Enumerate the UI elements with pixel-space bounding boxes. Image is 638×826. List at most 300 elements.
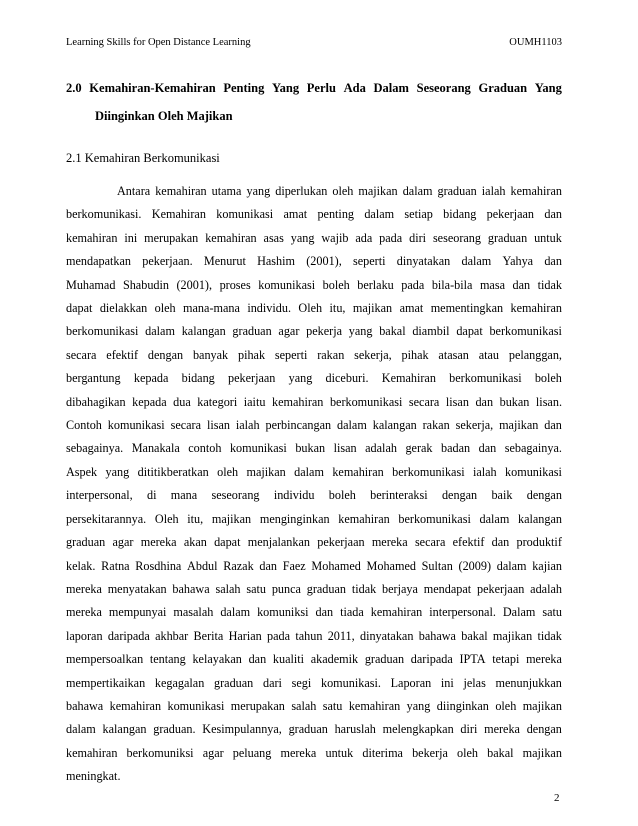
- word: dalam: [66, 722, 96, 737]
- word: dalam: [337, 418, 367, 433]
- word: komunikasi: [107, 418, 165, 433]
- word: dan: [475, 394, 494, 409]
- word: ini: [124, 230, 138, 245]
- word: ialah: [481, 184, 506, 198]
- page-number: 2: [554, 792, 560, 804]
- word: setiap: [404, 207, 433, 222]
- paragraph-line: [66, 648, 562, 671]
- word: Oleh: [298, 301, 323, 316]
- word: persekitarannya.: [66, 511, 147, 526]
- word: daripada: [107, 628, 150, 643]
- word: bergantung: [66, 371, 121, 386]
- word: berjaya: [382, 581, 418, 596]
- word: berkomunikasi: [329, 394, 403, 409]
- word: melengkapkan: [382, 722, 454, 737]
- word: Rosdhina: [135, 558, 182, 573]
- word: boleh: [328, 488, 356, 503]
- word: dan: [491, 535, 510, 550]
- word: dinyatakan: [396, 254, 451, 269]
- word: jelas: [463, 675, 486, 690]
- heading-word: Yang: [534, 81, 562, 95]
- word: sebagainya.: [66, 441, 124, 456]
- word: berkomunikasi: [489, 324, 562, 339]
- section-heading-line-2: Diinginkan Oleh Majikan: [95, 109, 233, 123]
- word: segi: [291, 675, 312, 690]
- word: Razak: [223, 558, 254, 573]
- word: (2009): [458, 558, 492, 573]
- word: dibahagikan: [66, 394, 126, 409]
- word: pekerjaan.: [142, 254, 193, 269]
- word: rakan: [317, 347, 345, 362]
- word: mempunyai: [108, 605, 167, 620]
- word: akan: [183, 535, 207, 550]
- word: majikan: [522, 745, 562, 760]
- word: bila-bila: [431, 277, 473, 292]
- word: ada: [355, 230, 373, 245]
- word: individu.: [247, 301, 291, 316]
- word: tentang: [149, 652, 186, 667]
- word: mereka: [526, 652, 562, 667]
- word: secara: [414, 535, 446, 550]
- paragraph-line: [66, 227, 562, 250]
- word: mereka: [66, 581, 102, 596]
- word: komuniksi: [257, 605, 309, 620]
- word: Kemahiran: [151, 207, 206, 222]
- word: dengan: [526, 722, 562, 737]
- word: graduan: [288, 722, 328, 737]
- word: yang: [105, 464, 130, 479]
- word: komunikasi: [258, 277, 316, 292]
- word: lisan.: [535, 394, 562, 409]
- word: diinginkan: [436, 698, 489, 713]
- word: menunjukkan: [495, 675, 562, 690]
- word: menjalankan: [247, 535, 310, 550]
- word: kemahiran: [370, 605, 423, 620]
- word: Kemahiran: [381, 371, 436, 386]
- word: peluang: [232, 745, 272, 760]
- word: diri: [460, 722, 478, 737]
- word: yang: [406, 698, 431, 713]
- word: Oleh: [154, 511, 179, 526]
- word: banyak: [192, 347, 229, 362]
- word: Harian: [228, 628, 262, 643]
- word: graduan: [306, 581, 347, 596]
- word: pekerjaan: [228, 371, 276, 386]
- header-course-title: Learning Skills for Open Distance Learning: [66, 37, 251, 48]
- word: asas: [263, 230, 284, 245]
- word: pada: [379, 230, 403, 245]
- word: Shabudin: [122, 277, 169, 292]
- word: interpersonal,: [66, 488, 133, 503]
- word: dengan: [526, 488, 562, 503]
- word: majikan: [352, 301, 393, 316]
- word: dalam: [402, 184, 433, 198]
- paragraph-line: [66, 742, 562, 765]
- word: Aspek: [66, 464, 98, 479]
- word: berkomunikasi: [398, 511, 471, 526]
- word: secara: [66, 347, 97, 362]
- word: berinteraksi: [370, 488, 428, 503]
- word: Muhamad: [66, 277, 116, 292]
- word: tidak: [351, 581, 377, 596]
- word: oleh: [332, 184, 354, 198]
- word: 2011,: [327, 628, 355, 643]
- word: majikan: [246, 464, 286, 479]
- word: Abdul: [187, 558, 218, 573]
- word: majikan: [492, 628, 533, 643]
- word: dalam: [461, 254, 492, 269]
- word: efektif: [452, 535, 485, 550]
- word: masalah: [173, 605, 214, 620]
- word: laporan: [66, 628, 103, 643]
- word: baik: [491, 488, 513, 503]
- word: yang: [246, 184, 271, 198]
- word: dapat: [214, 535, 241, 550]
- word: tidak: [537, 277, 562, 292]
- word: oleh: [495, 698, 517, 713]
- word: lisan: [206, 418, 230, 433]
- word: boleh: [534, 371, 562, 386]
- paragraph-line: [66, 203, 562, 226]
- word: mereka: [280, 745, 317, 760]
- word: oleh: [217, 464, 239, 479]
- word: (2001),: [306, 254, 342, 269]
- word: bukan: [295, 441, 326, 456]
- section-heading-line-1: [66, 74, 562, 102]
- word: agar: [202, 745, 224, 760]
- word: pada: [267, 628, 291, 643]
- word: pihak: [401, 347, 429, 362]
- word: kemahiran: [66, 230, 118, 245]
- word: salah: [215, 581, 241, 596]
- paragraph-line: [66, 414, 562, 437]
- word: atasan: [438, 347, 469, 362]
- word: di: [146, 488, 157, 503]
- word: Sultan: [421, 558, 453, 573]
- word: dititikberatkan: [137, 464, 209, 479]
- word: badan: [441, 441, 471, 456]
- word: menginginkan: [259, 511, 330, 526]
- word: kemahiran: [510, 184, 562, 198]
- word: pekerjaan: [317, 535, 365, 550]
- word: graduan: [66, 535, 106, 550]
- word: wajib: [321, 230, 349, 245]
- word: dan: [544, 418, 562, 433]
- subsection-heading: 2.1 Kemahiran Berkomunikasi: [66, 151, 220, 165]
- paragraph-line: [66, 484, 562, 507]
- word: dapat: [66, 301, 93, 316]
- word: dinyatakan: [359, 628, 414, 643]
- word: untuk: [534, 230, 562, 245]
- word: komunikasi: [167, 698, 225, 713]
- word: ialah: [472, 464, 497, 479]
- word: dalam: [496, 558, 527, 573]
- heading-word: Seseorang: [416, 81, 471, 95]
- word: mereka: [371, 535, 408, 550]
- word: dan: [248, 652, 267, 667]
- word: amat: [399, 301, 424, 316]
- word: berkomunikasi.: [66, 207, 142, 222]
- word: tahun: [295, 628, 323, 643]
- word: dengan: [441, 488, 478, 503]
- word: contoh: [188, 441, 222, 456]
- word: bukan: [499, 394, 530, 409]
- word: seseorang: [432, 230, 481, 245]
- word: haruslah: [334, 722, 376, 737]
- heading-word: Dalam: [373, 81, 409, 95]
- paragraph-line: [66, 555, 562, 578]
- paragraph-line: [66, 297, 562, 320]
- paragraph-line: [66, 391, 562, 414]
- word: pekerja: [306, 324, 343, 339]
- word: kalangan: [181, 324, 226, 339]
- word: adalah: [530, 581, 562, 596]
- paragraph-line: [66, 180, 562, 203]
- word: dalam: [479, 511, 510, 526]
- word: efektif: [106, 347, 139, 362]
- word: salah: [291, 698, 317, 713]
- word: kemahiran: [510, 301, 562, 316]
- word: pada: [401, 277, 425, 292]
- heading-word: 2.0: [66, 81, 82, 95]
- running-header: [66, 36, 562, 50]
- word: graduan: [214, 675, 254, 690]
- word: dengan: [147, 347, 184, 362]
- word: ini: [440, 675, 454, 690]
- section-heading: [66, 74, 562, 130]
- word: graduan: [437, 184, 477, 198]
- word: kategori: [197, 394, 238, 409]
- word: pelanggan,: [508, 347, 562, 362]
- word: kemahiran: [332, 464, 384, 479]
- word: kemahiran: [271, 394, 324, 409]
- word: bidang: [181, 371, 215, 386]
- word: Mohamed: [311, 558, 361, 573]
- word: dari: [262, 675, 282, 690]
- word: graduan: [487, 230, 528, 245]
- word: perbincangan: [265, 418, 332, 433]
- word: dua: [173, 394, 191, 409]
- word: individu: [273, 488, 315, 503]
- word: dan: [259, 558, 277, 573]
- word: majikan: [522, 698, 562, 713]
- word: yang: [348, 324, 373, 339]
- word: bahawa: [418, 628, 456, 643]
- paragraph-line: [66, 672, 562, 695]
- word: merupakan: [230, 698, 285, 713]
- word: itu,: [329, 301, 346, 316]
- word: akademik: [310, 652, 359, 667]
- paragraph-line: [66, 578, 562, 601]
- word: adalah: [365, 441, 397, 456]
- word: komunikasi: [229, 441, 287, 456]
- paragraph-line: [66, 718, 562, 741]
- word: Faez: [282, 558, 306, 573]
- paragraph-line: [66, 344, 562, 367]
- word: kalangan: [517, 511, 562, 526]
- word: majikan: [211, 511, 252, 526]
- word: Dalam: [502, 605, 536, 620]
- word: agar: [112, 535, 134, 550]
- word: agar: [278, 324, 300, 339]
- heading-word: Yang: [272, 81, 300, 95]
- word: berkomuniksi: [126, 745, 194, 760]
- header-course-code: OUMH1103: [509, 37, 562, 48]
- word: sekerja,: [354, 347, 392, 362]
- word: Yahya: [502, 254, 534, 269]
- word: pekerjaan: [476, 581, 525, 596]
- word: mana-mana: [183, 301, 240, 316]
- word: sekerja,: [455, 418, 494, 433]
- word: diri: [409, 230, 427, 245]
- word: yang: [290, 230, 315, 245]
- word: kelak.: [66, 558, 96, 573]
- word: komunikasi: [505, 464, 562, 479]
- word: kemahiran: [205, 230, 257, 245]
- paragraph-line: [66, 274, 562, 297]
- word: bakal: [487, 745, 514, 760]
- word: berkomunikasi: [449, 371, 522, 386]
- word: Antara: [117, 184, 151, 198]
- word: gerak: [405, 441, 433, 456]
- word: mendapat: [423, 581, 472, 596]
- word: utama: [211, 184, 242, 198]
- paragraph-line: [66, 461, 562, 484]
- word: produktif: [516, 535, 562, 550]
- word: bahawa: [66, 698, 104, 713]
- body-paragraph: [66, 180, 562, 789]
- paragraph-line: [66, 695, 562, 718]
- word: kegagalan: [154, 675, 205, 690]
- word: kajian: [532, 558, 562, 573]
- word: mempertikaikan: [66, 675, 146, 690]
- word: proses: [219, 277, 251, 292]
- word: Kesimpulannya,: [202, 722, 282, 737]
- word: bekerja: [412, 745, 448, 760]
- word: daripada: [410, 652, 453, 667]
- heading-word: Perlu: [306, 81, 336, 95]
- word: majikan: [358, 184, 398, 198]
- heading-word: Penting: [223, 81, 265, 95]
- word: boleh: [322, 277, 350, 292]
- word: untuk: [325, 745, 354, 760]
- word: bakal: [379, 324, 406, 339]
- word: dan: [544, 254, 562, 269]
- word: yang: [288, 371, 313, 386]
- heading-word: Ada: [343, 81, 366, 95]
- word: mereka: [66, 605, 102, 620]
- word: dalam: [145, 324, 175, 339]
- word: bakal: [461, 628, 488, 643]
- word: ialah: [235, 418, 260, 433]
- word: Contoh: [66, 418, 102, 433]
- word: seseorang: [211, 488, 260, 503]
- word: sebagainya.: [504, 441, 562, 456]
- word: kalangan: [102, 722, 147, 737]
- word: kelayakan: [192, 652, 242, 667]
- word: satu: [322, 698, 343, 713]
- word: dapat: [456, 324, 483, 339]
- word: dan: [315, 605, 334, 620]
- word: satu: [542, 605, 562, 620]
- word: bidang: [443, 207, 477, 222]
- paragraph-line: [66, 320, 562, 343]
- word: satu: [246, 581, 266, 596]
- word: kalangan: [372, 418, 417, 433]
- paragraph-line: [66, 250, 562, 273]
- word: kemahiran: [109, 698, 162, 713]
- paragraph-line: [66, 625, 562, 648]
- word: menyatakan: [107, 581, 167, 596]
- word: seperti: [274, 347, 308, 362]
- word: kepada: [133, 371, 169, 386]
- word: akhbar: [155, 628, 189, 643]
- word: mementingkan: [430, 301, 504, 316]
- word: mendapatkan: [66, 254, 131, 269]
- word: interpersonal.: [429, 605, 496, 620]
- word: Menurut: [203, 254, 246, 269]
- word: IPTA: [459, 652, 486, 667]
- word: dalam: [220, 605, 251, 620]
- paragraph-line: [66, 437, 562, 460]
- word: mempersoalkan: [66, 652, 144, 667]
- word: Laporan: [390, 675, 432, 690]
- paragraph-line: [66, 531, 562, 554]
- word: graduan: [232, 324, 272, 339]
- word: Hashim: [257, 254, 296, 269]
- word: punca: [271, 581, 301, 596]
- word: Mohamed: [366, 558, 416, 573]
- word: majikan: [499, 418, 539, 433]
- word: Manakala: [131, 441, 180, 456]
- word: lisan: [445, 394, 469, 409]
- word: itu,: [187, 511, 204, 526]
- word: kepada: [132, 394, 167, 409]
- word: dan: [544, 207, 562, 222]
- word: kemahiran: [338, 511, 390, 526]
- word: iaitu: [243, 394, 266, 409]
- word: tidak: [537, 628, 562, 643]
- word: dielakkan: [99, 301, 148, 316]
- word: graduan.: [153, 722, 196, 737]
- word: mereka: [140, 535, 177, 550]
- word: diambil: [412, 324, 450, 339]
- word: komunikasi: [216, 207, 274, 222]
- word: oleh: [457, 745, 479, 760]
- paragraph-line: [66, 367, 562, 390]
- word: diceburi.: [325, 371, 369, 386]
- word: berlaku: [357, 277, 394, 292]
- word: rakan: [422, 418, 450, 433]
- word: dalam: [364, 207, 395, 222]
- word: berkomunikasi: [392, 464, 465, 479]
- heading-word: Graduan: [478, 81, 528, 95]
- heading-word: Kemahiran-Kemahiran: [89, 81, 216, 95]
- word: dalam: [294, 464, 324, 479]
- word: tetapi: [492, 652, 520, 667]
- paragraph-line: [66, 601, 562, 624]
- word: oleh: [154, 301, 176, 316]
- word: lisan: [333, 441, 357, 456]
- word: Ratna: [101, 558, 130, 573]
- word: secara: [408, 394, 440, 409]
- word: mereka: [484, 722, 520, 737]
- word: dan: [478, 441, 497, 456]
- word: mana: [170, 488, 198, 503]
- word: kemahiran: [155, 184, 207, 198]
- word: merupakan: [144, 230, 199, 245]
- word: atau: [478, 347, 500, 362]
